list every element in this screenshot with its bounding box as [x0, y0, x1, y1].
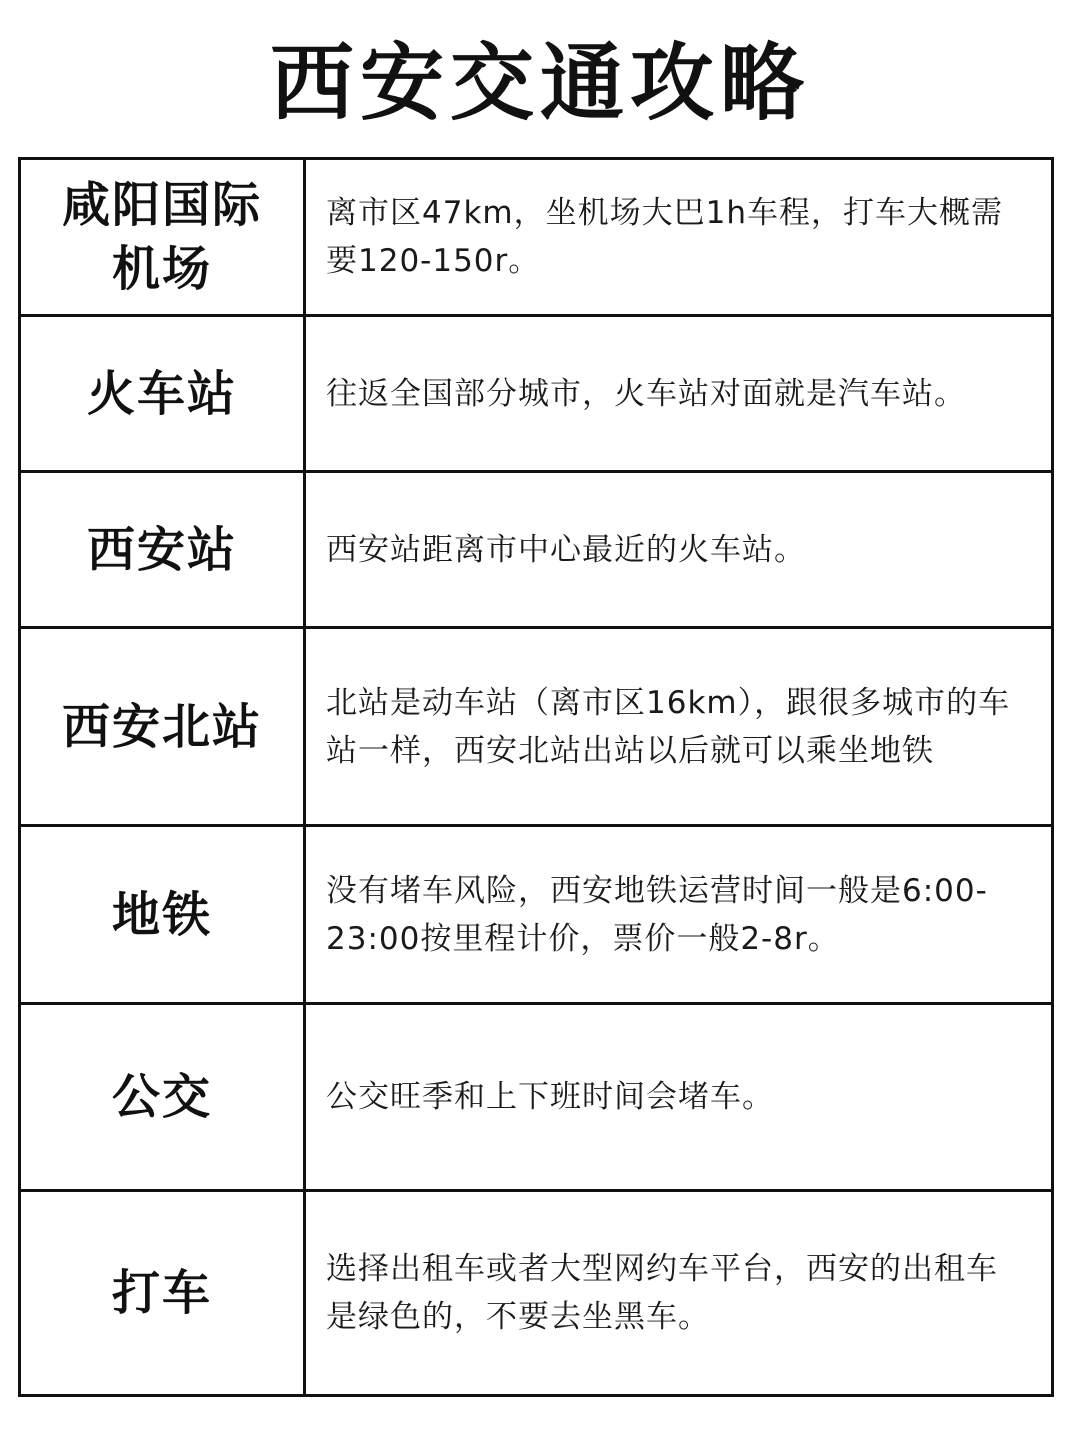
row-label: 西安北站	[61, 698, 262, 755]
table-row-airport	[21, 160, 1051, 317]
table-row-xian-north-station	[21, 629, 1051, 827]
row-description: 公交旺季和上下班时间会堵车。	[326, 1079, 774, 1115]
row-label: 火车站	[86, 365, 237, 422]
row-label-cell	[21, 629, 306, 824]
row-label-cell	[21, 473, 306, 626]
row-description-cell	[306, 1005, 1051, 1189]
row-label: 西安站	[86, 521, 237, 578]
page-title: 西安交通攻略	[269, 34, 810, 132]
row-description: 西安站距离市中心最近的火车站。	[326, 531, 806, 568]
row-description: 选择出租车或者大型网约车平台，西安的出租车是绿色的，不要去坐黑车。	[326, 1251, 998, 1335]
row-description-cell	[306, 317, 1051, 470]
row-label: 打车	[111, 1265, 212, 1321]
table-row-bus	[21, 1005, 1051, 1192]
row-description-cell	[306, 160, 1051, 314]
table-row-train-station	[21, 317, 1051, 473]
row-description-cell	[306, 1192, 1051, 1394]
row-description: 离市区47km，坐机场大巴1h车程，打车大概需要120-150r。	[326, 195, 1003, 279]
transport-guide-table	[18, 157, 1054, 1397]
row-description-cell	[306, 473, 1051, 626]
table-row-xian-station	[21, 473, 1051, 629]
row-description-cell	[306, 629, 1051, 824]
row-label-cell	[21, 1005, 306, 1189]
row-label-cell	[21, 160, 306, 314]
row-description: 往返全国部分城市，火车站对面就是汽车站。	[326, 375, 966, 412]
row-label-cell	[21, 1192, 306, 1394]
row-description-cell	[306, 827, 1051, 1002]
table-row-metro	[21, 827, 1051, 1005]
row-label-cell	[21, 827, 306, 1002]
row-label-cell	[21, 317, 306, 470]
row-label: 公交	[111, 1069, 212, 1125]
row-description: 没有堵车风险，西安地铁运营时间一般是6:00-23:00按里程计价，票价一般2-8r。	[326, 872, 988, 957]
table-row-taxi	[21, 1192, 1051, 1394]
row-description: 北站是动车站（离市区16km），跟很多城市的车站一样，西安北站出站以后就可以乘坐地铁	[326, 684, 1011, 769]
row-label: 咸阳国际机场	[61, 177, 262, 297]
row-label: 地铁	[111, 886, 212, 943]
